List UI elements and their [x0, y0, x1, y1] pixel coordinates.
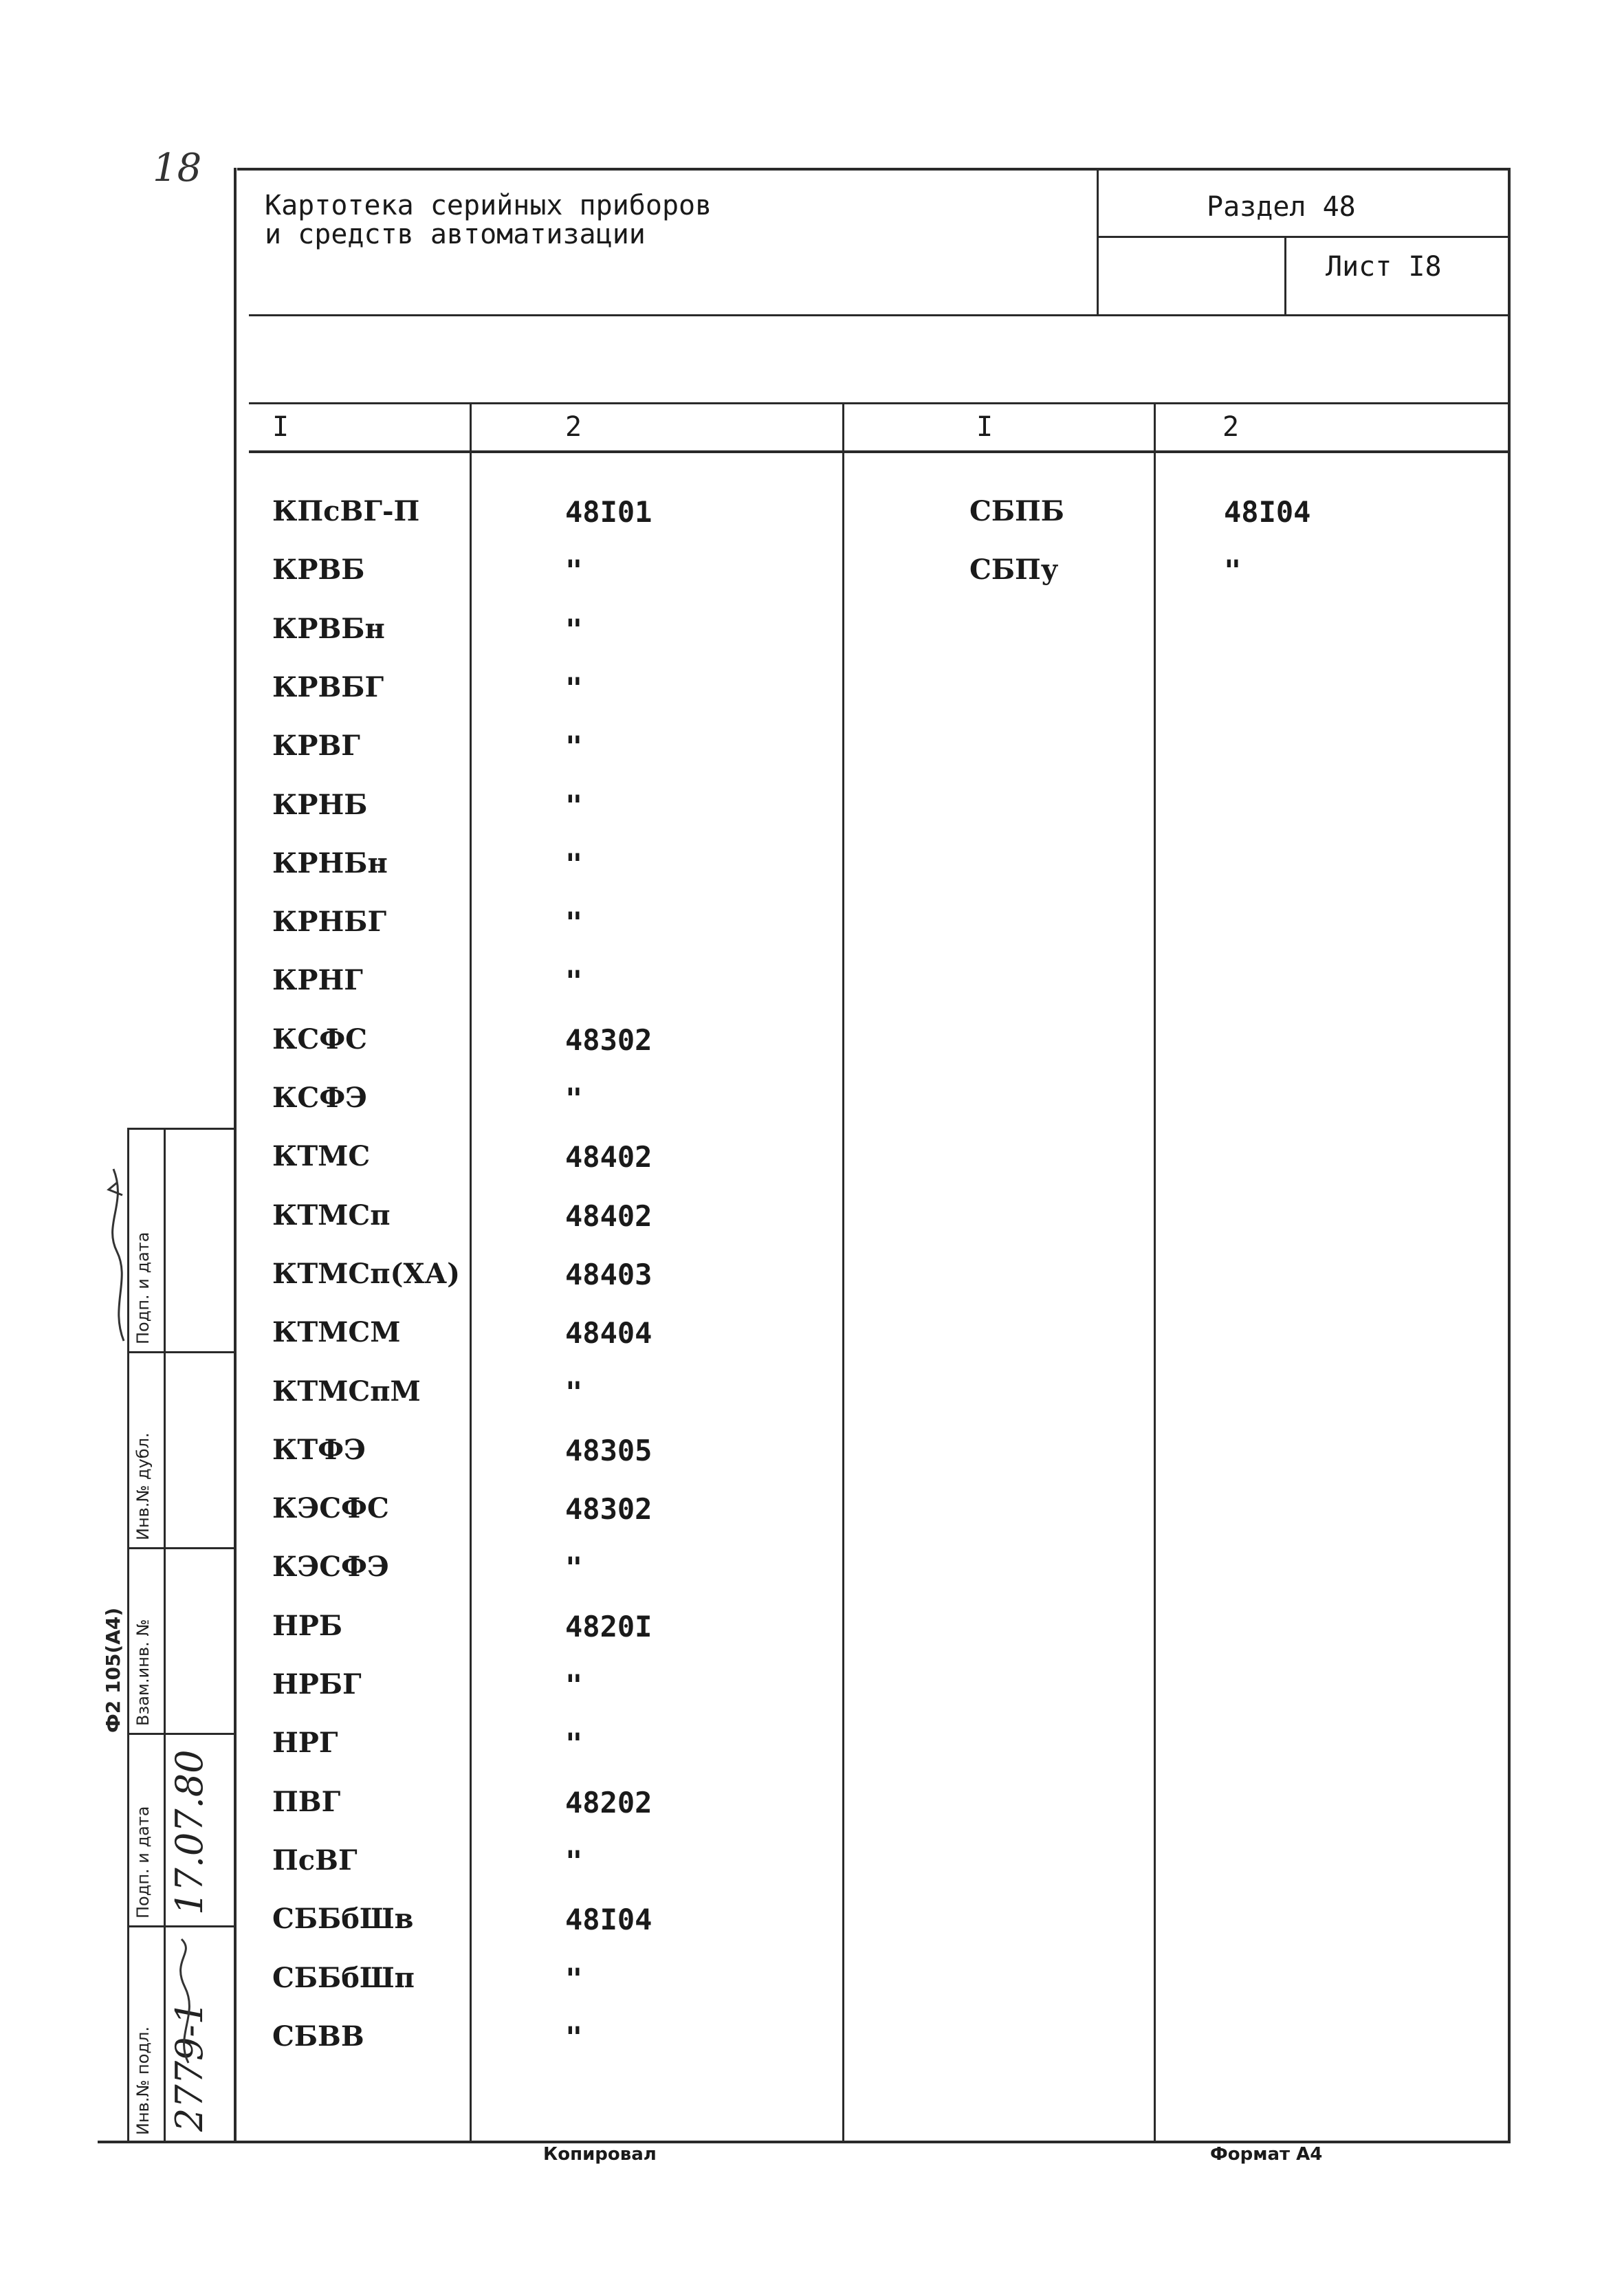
- left-num-9: 48302: [565, 1023, 652, 1057]
- right-code-1: СБПу: [969, 554, 1059, 586]
- left-num-8: ": [565, 964, 583, 998]
- column-header-bottom-line: [249, 450, 1511, 453]
- left-code-19: НРБ: [272, 1610, 343, 1642]
- stamp-form-label: Ф2 105(А4): [102, 1607, 124, 1733]
- header-divider-vertical: [1097, 168, 1099, 316]
- stamp-cell-divider-2: [127, 1547, 236, 1549]
- stamp-label-podp-data-1: Подп. и дата: [133, 1806, 153, 1918]
- signature-mark-lower: [168, 1932, 209, 2070]
- left-num-24: 48I04: [565, 1903, 652, 1936]
- section-label: Раздел 48: [1207, 191, 1356, 223]
- left-num-22: 48202: [565, 1786, 652, 1819]
- left-num-18: ": [565, 1551, 583, 1584]
- left-code-18: КЭСФЭ: [272, 1551, 389, 1583]
- left-code-14: КТМСМ: [272, 1316, 401, 1348]
- left-code-5: КРНБ: [272, 789, 368, 821]
- stamp-top-line: [127, 1128, 236, 1130]
- section-box-divider: [1098, 236, 1511, 238]
- frame-right-line: [1508, 168, 1511, 2143]
- left-num-17: 48302: [565, 1492, 652, 1526]
- right-num-1: ": [1224, 554, 1242, 587]
- left-num-23: ": [565, 1844, 583, 1878]
- left-num-26: ": [565, 2020, 583, 2054]
- left-code-2: КРВБн: [272, 613, 385, 645]
- stamp-cell-divider-3: [127, 1733, 236, 1735]
- left-num-7: ": [565, 906, 583, 939]
- left-num-6: ": [565, 847, 583, 881]
- stamp-label-vzam-inv: Взам.инв. №: [133, 1619, 153, 1726]
- left-code-0: КПсВГ-П: [272, 495, 420, 527]
- left-code-16: КТФЭ: [272, 1434, 366, 1466]
- column-divider-2: [842, 404, 844, 2141]
- left-num-0: 48I01: [565, 495, 652, 529]
- left-num-21: ": [565, 1727, 583, 1760]
- left-code-12: КТМСп: [272, 1199, 391, 1232]
- stamp-label-podp-data-2: Подп. и дата: [133, 1232, 153, 1344]
- left-code-13: КТМСп(ХА): [272, 1258, 461, 1290]
- stamp-label-inv-dubl: Инв.№ дубл.: [133, 1432, 153, 1540]
- sheet-box-divider: [1284, 236, 1286, 316]
- left-code-1: КРВБ: [272, 554, 365, 586]
- left-code-20: НРБГ: [272, 1668, 362, 1701]
- left-code-26: СБВВ: [272, 2020, 364, 2053]
- left-code-22: ПВГ: [272, 1786, 341, 1818]
- left-num-13: 48403: [565, 1258, 652, 1291]
- handwritten-date: 17.07.80: [168, 1749, 211, 1915]
- left-num-20: ": [565, 1668, 583, 1702]
- left-code-24: СББбШв: [272, 1903, 414, 1935]
- left-code-25: СББбШп: [272, 1962, 415, 1994]
- left-code-6: КРНБн: [272, 847, 388, 879]
- left-code-15: КТМСпМ: [272, 1375, 421, 1408]
- left-num-3: ": [565, 671, 583, 705]
- left-num-5: ": [565, 789, 583, 822]
- left-num-4: ": [565, 730, 583, 763]
- left-num-25: ": [565, 1962, 583, 1996]
- document-title: Картотека серийных приборов и средств автоматизации: [265, 190, 712, 250]
- left-code-23: ПсВГ: [272, 1844, 358, 1877]
- left-code-7: КРНБГ: [272, 906, 387, 938]
- header-bottom-line: [249, 314, 1511, 316]
- frame-left-line: [234, 168, 237, 2143]
- handwritten-inv-number: 2779-1: [168, 2000, 211, 2132]
- left-code-17: КЭСФС: [272, 1492, 389, 1524]
- stamp-cell-divider-4: [127, 1925, 236, 1927]
- column-header-left-1: I: [272, 411, 289, 443]
- left-num-2: ": [565, 613, 583, 646]
- sheet-label: Лист I8: [1326, 251, 1442, 283]
- column-header-right-2: 2: [1222, 411, 1240, 443]
- column-header-left-2: 2: [565, 411, 582, 443]
- right-code-0: СБПБ: [969, 495, 1064, 527]
- right-num-0: 48I04: [1224, 495, 1311, 529]
- left-code-11: КТМС: [272, 1140, 371, 1172]
- left-code-10: КСФЭ: [272, 1082, 367, 1114]
- stamp-middle-line: [164, 1128, 166, 2142]
- left-code-9: КСФС: [272, 1023, 368, 1056]
- left-num-15: ": [565, 1375, 583, 1409]
- column-header-top-line: [249, 402, 1511, 404]
- footer-format: Формат А4: [1210, 2144, 1323, 2165]
- left-num-14: 48404: [565, 1316, 652, 1350]
- frame-bottom-line: [98, 2141, 1511, 2143]
- signature-mark: [96, 1141, 138, 1348]
- frame-top-line: [237, 168, 1511, 171]
- corner-sheet-number: 18: [153, 146, 202, 190]
- left-num-19: 4820I: [565, 1610, 652, 1643]
- column-divider-1: [470, 404, 472, 2141]
- left-num-10: ": [565, 1082, 583, 1115]
- left-num-11: 48402: [565, 1140, 652, 1174]
- left-code-8: КРНГ: [272, 964, 363, 996]
- left-code-21: НРГ: [272, 1727, 338, 1759]
- footer-copied: Копировал: [543, 2144, 657, 2165]
- stamp-label-inv-podl: Инв.№ подл.: [133, 2026, 153, 2135]
- left-code-3: КРВБГ: [272, 671, 384, 703]
- column-divider-3: [1154, 404, 1156, 2141]
- left-num-1: ": [565, 554, 583, 587]
- column-header-right-1: I: [976, 411, 994, 443]
- stamp-cell-divider-1: [127, 1351, 236, 1353]
- left-code-4: КРВГ: [272, 730, 360, 762]
- left-num-16: 48305: [565, 1434, 652, 1467]
- left-num-12: 48402: [565, 1199, 652, 1233]
